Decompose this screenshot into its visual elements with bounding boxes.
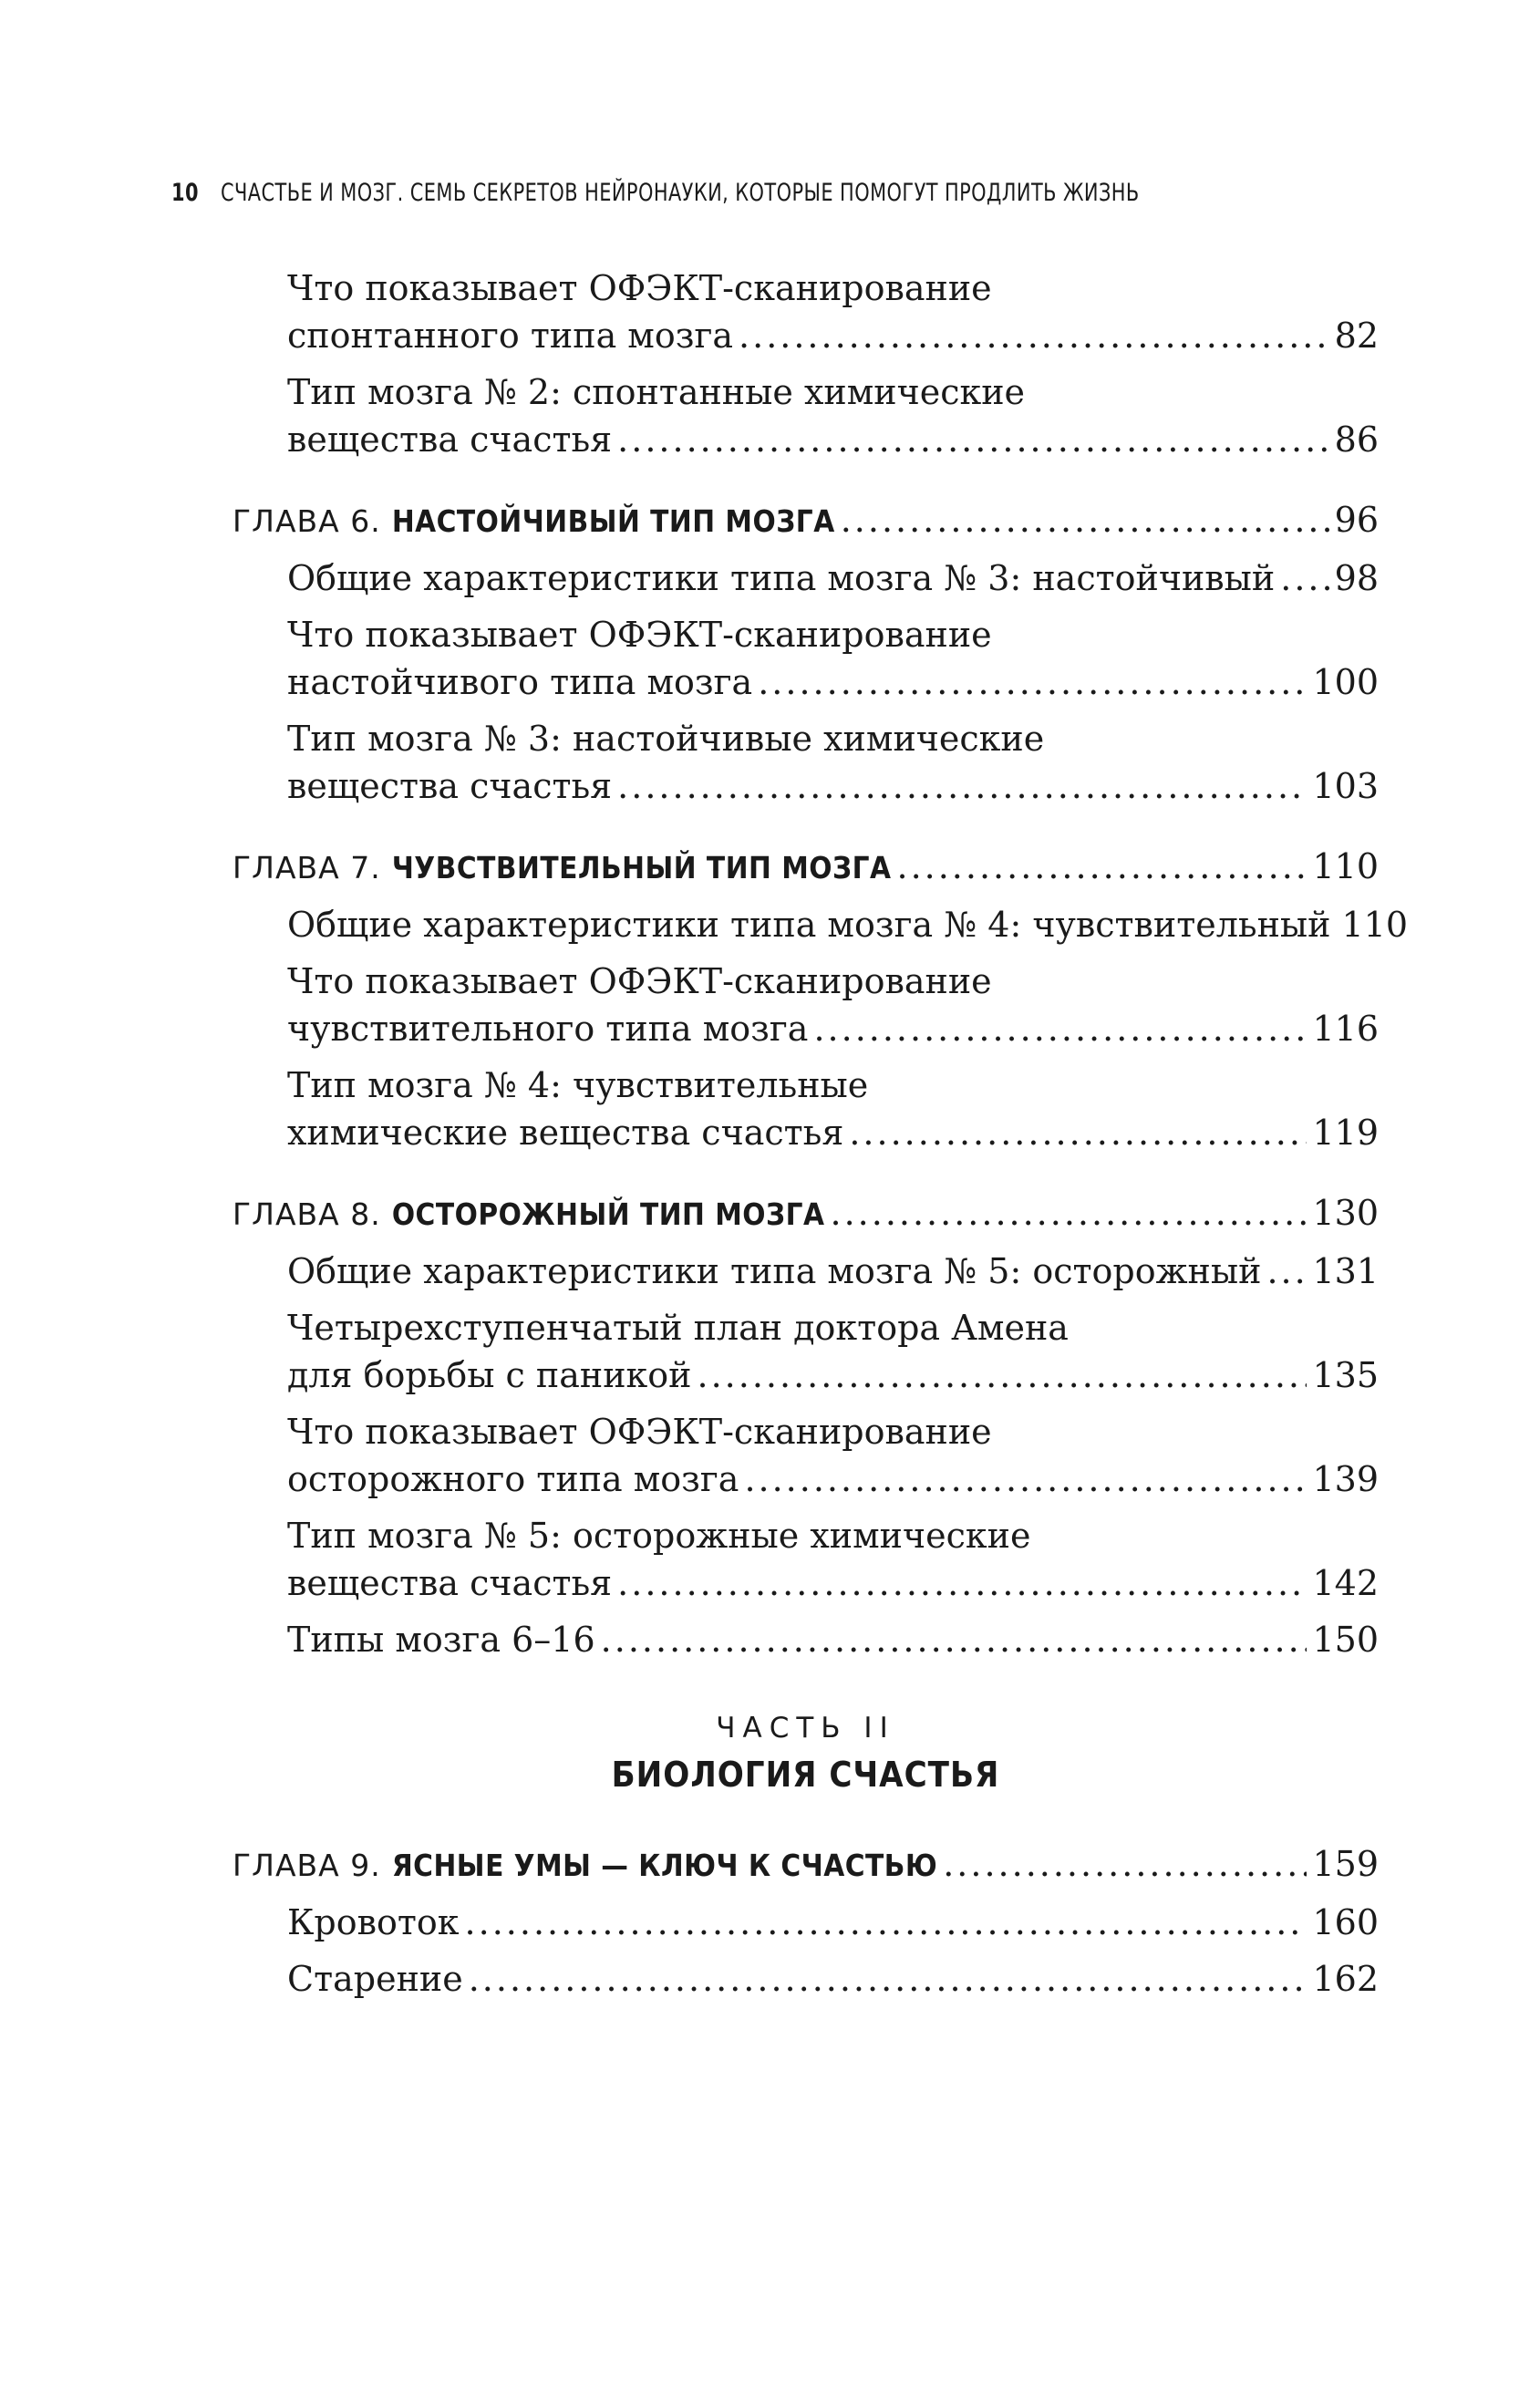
toc-page-number: 110 [1312, 846, 1379, 886]
toc-entry-title-line2: для борьбы с паникой [287, 1355, 692, 1395]
toc-entry-title-line2: спонтанного типа мозга [287, 316, 734, 356]
toc-entry[interactable] [233, 1408, 1379, 1503]
toc-entry-title-line2: чувствительного типа мозга [287, 1009, 809, 1049]
chapter-title: ЯСНЫЕ УМЫ — КЛЮЧ К СЧАСТЬЮ [391, 1848, 938, 1883]
dot-leader [601, 1616, 1307, 1663]
toc-entry[interactable] [233, 611, 1379, 706]
toc-entry[interactable] [233, 901, 1409, 948]
toc-page-number: 96 [1334, 500, 1379, 540]
toc-entry-title: Общие характеристики типа мозга № 3: настойчивый [287, 558, 1276, 598]
running-header [171, 179, 1140, 207]
dot-leader [841, 496, 1329, 544]
chapter-heading[interactable] [233, 1840, 1379, 1890]
toc-entry-title-line1: Что показывает ОФЭКТ-сканирование [287, 961, 992, 1001]
part-label: ЧАСТЬ II [716, 1712, 895, 1745]
dot-leader [896, 843, 1307, 890]
toc-entry[interactable] [233, 1616, 1379, 1663]
toc-page-number: 98 [1334, 558, 1379, 598]
dot-leader [469, 1955, 1307, 2003]
toc-entry[interactable] [233, 368, 1379, 463]
toc-page-number: 116 [1312, 1009, 1379, 1049]
chapter-title: ОСТОРОЖНЫЙ ТИП МОЗГА [391, 1196, 825, 1232]
toc-entry-title: Общие характеристики типа мозга № 5: осторожный [287, 1251, 1262, 1291]
dot-leader [831, 1189, 1307, 1237]
toc-entry[interactable] [233, 1061, 1379, 1156]
dot-leader [617, 416, 1328, 463]
toc-entry[interactable] [233, 1512, 1379, 1607]
chapter-label: ГЛАВА 7. [233, 850, 381, 885]
toc-entry-title-line1: Тип мозга № 2: спонтанные химические [287, 372, 1026, 412]
toc-entry-title-line1: Что показывает ОФЭКТ-сканирование [287, 615, 992, 655]
dot-leader [813, 1005, 1307, 1052]
toc-page-number: 160 [1312, 1902, 1379, 1942]
toc-entry-title-line1: Тип мозга № 4: чувствительные [287, 1065, 869, 1105]
toc-entry-title-line2: вещества счастья [287, 419, 613, 460]
dot-leader [698, 1351, 1307, 1399]
dot-leader [739, 312, 1329, 359]
toc-page-number: 162 [1312, 1959, 1379, 1999]
table-of-contents [233, 264, 1409, 2035]
toc-page-number: 142 [1312, 1563, 1379, 1603]
toc-page-number: 135 [1312, 1355, 1379, 1395]
toc-page-number: 130 [1312, 1193, 1379, 1233]
dot-leader [1266, 1248, 1307, 1295]
toc-entry-title: Старение [287, 1959, 463, 1999]
chapter-8 [233, 1189, 1379, 1663]
toc-entry-title-line1: Тип мозга № 5: осторожные химические [287, 1516, 1031, 1556]
toc-entry[interactable] [233, 1955, 1379, 2003]
toc-page-number: 100 [1312, 662, 1379, 702]
part-title: БИОЛОГИЯ СЧАСТЬЯ [611, 1755, 1000, 1795]
toc-entry-title-line1: Что показывает ОФЭКТ-сканирование [287, 268, 992, 308]
chapter-label: ГЛАВА 9. [233, 1848, 381, 1883]
toc-page-number: 131 [1312, 1251, 1379, 1291]
chapter-label: ГЛАВА 6. [233, 503, 381, 539]
toc-page-number: 150 [1312, 1620, 1379, 1660]
toc-entry-title-line2: вещества счастья [287, 1563, 613, 1603]
dot-leader [849, 1109, 1307, 1156]
chapter-heading[interactable] [233, 843, 1379, 892]
dot-leader [943, 1840, 1307, 1888]
dot-leader [744, 1455, 1307, 1503]
toc-entry-title-line2: осторожного типа мозга [287, 1459, 739, 1499]
toc-entry-title: Типы мозга 6–16 [287, 1620, 595, 1660]
toc-entry-title-line2: вещества счастья [287, 766, 613, 806]
toc-page-number: 86 [1334, 419, 1379, 460]
toc-entry-title: Кровоток [287, 1902, 460, 1942]
toc-page-number: 119 [1312, 1113, 1379, 1153]
toc-page-number: 103 [1312, 766, 1379, 806]
toc-entry-title-line1: Что показывает ОФЭКТ-сканирование [287, 1412, 992, 1452]
chapter-7 [233, 843, 1409, 1156]
chapter-5-continuation [233, 264, 1379, 463]
chapter-heading[interactable] [233, 496, 1379, 545]
dot-leader [758, 658, 1307, 706]
chapter-9 [233, 1840, 1379, 2003]
dot-leader [465, 1899, 1307, 1946]
dot-leader [617, 1559, 1307, 1607]
chapter-title: ЧУВСТВИТЕЛЬНЫЙ ТИП МОЗГА [391, 850, 892, 885]
toc-entry-title-line1: Тип мозга № 3: настойчивые химические [287, 719, 1045, 759]
book-title: СЧАСТЬЕ И МОЗГ. СЕМЬ СЕКРЕТОВ НЕЙРОНАУКИ, КОТОРЫЕ ПОМОГУТ ПРОДЛИТЬ ЖИЗНЬ [221, 179, 1140, 207]
toc-page-number: 110 [1341, 905, 1409, 945]
chapter-title: НАСТОЙЧИВЫЙ ТИП МОЗГА [391, 503, 835, 539]
chapter-6 [233, 496, 1379, 810]
toc-entry[interactable] [233, 1899, 1379, 1946]
toc-entry-title-line2: настойчивого типа мозга [287, 662, 753, 702]
toc-page-number: 159 [1312, 1844, 1379, 1884]
toc-page-number: 82 [1334, 316, 1379, 356]
toc-entry-title-line1: Четырехступенчатый план доктора Амена [287, 1308, 1069, 1348]
page-number: 10 [171, 179, 199, 207]
toc-entry[interactable] [233, 264, 1379, 359]
toc-entry-title: Общие характеристики типа мозга № 4: чувствительный [287, 905, 1331, 945]
part-heading [233, 1707, 1379, 1800]
toc-page-number: 139 [1312, 1459, 1379, 1499]
toc-entry[interactable] [233, 1248, 1379, 1295]
chapter-heading[interactable] [233, 1189, 1379, 1238]
toc-entry[interactable] [233, 958, 1379, 1052]
dot-leader [1280, 554, 1328, 602]
dot-leader [617, 762, 1307, 810]
toc-entry[interactable] [233, 715, 1379, 810]
toc-entry-title-line2: химические вещества счастья [287, 1113, 844, 1153]
toc-entry[interactable] [233, 1304, 1379, 1399]
toc-entry[interactable] [233, 554, 1379, 602]
chapter-label: ГЛАВА 8. [233, 1196, 381, 1232]
